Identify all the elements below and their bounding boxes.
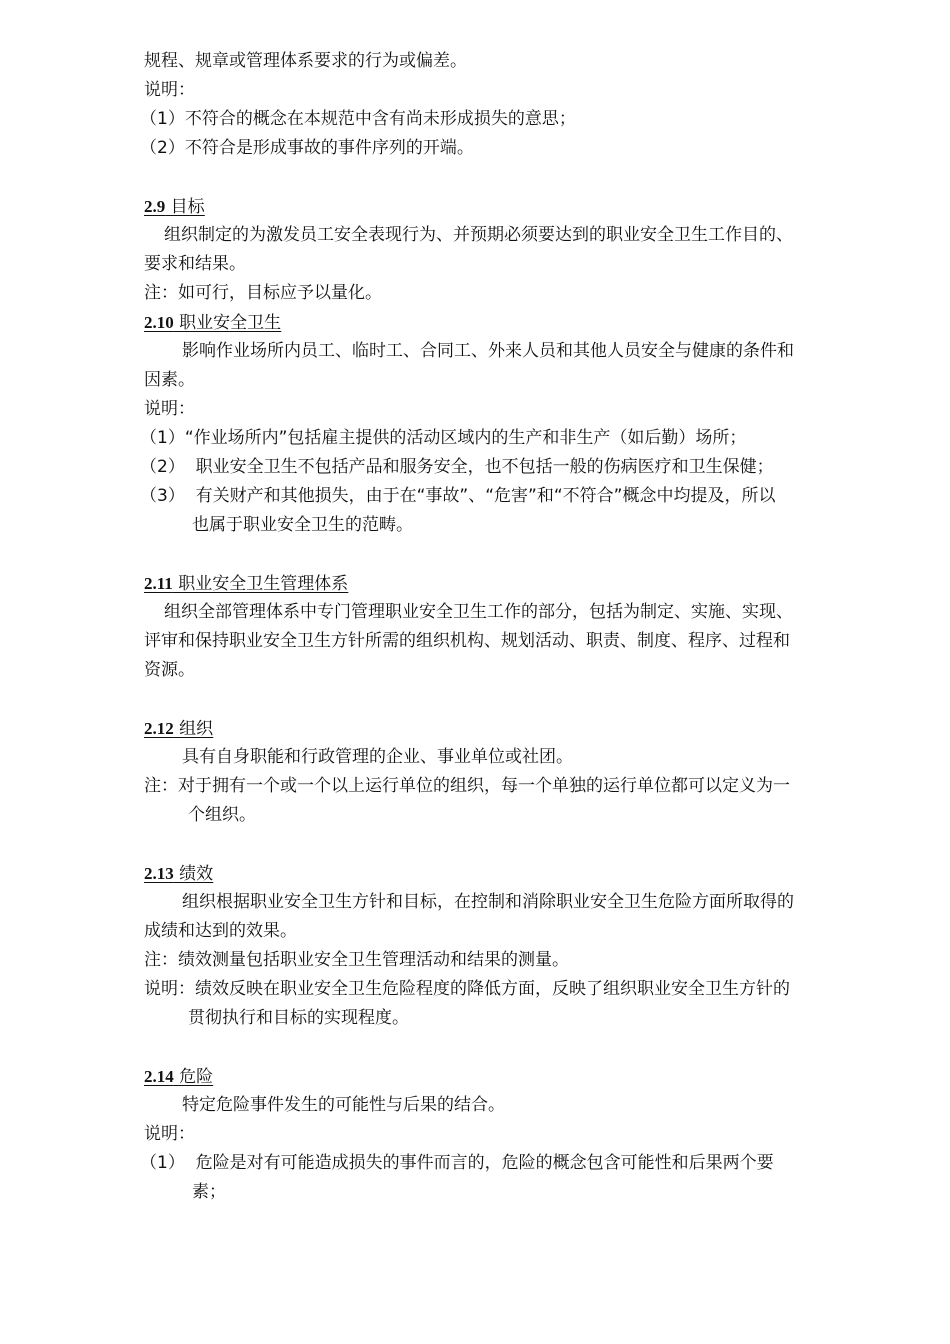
section-heading-2-13 (144, 859, 872, 888)
list-item-continuation: 素； (192, 1182, 226, 1202)
paragraph-line: 具有自身职能和行政管理的企业、事业单位或社团。 (182, 747, 573, 767)
paragraph-line: 影响作业场所内员工、临时工、合同工、外来人员和其他人员安全与健康的条件和 (182, 341, 794, 361)
note-line: 注：绩效测量包括职业安全卫生管理活动和结果的测量。 (144, 950, 569, 970)
list-item: （1） 危险是对有可能造成损失的事件而言的，危险的概念包含可能性和后果两个要 (140, 1153, 774, 1173)
explanation-line: 说明：绩效反映在职业安全卫生危险程度的降低方面，反映了组织职业安全卫生方针的 (144, 979, 790, 999)
paragraph-line: 组织制定的为激发员工安全表现行为、并预期必须要达到的职业安全卫生工作目的、 (164, 225, 793, 245)
document-page (140, 47, 872, 1207)
section-title: 组织 (179, 719, 214, 739)
list-item: （2）不符合是形成事故的事件序列的开端。 (140, 138, 474, 158)
list-item: （1）不符合的概念在本规范中含有尚未形成损失的意思； (140, 109, 576, 129)
paragraph-line: 因素。 (144, 370, 195, 390)
section-heading-2-12 (144, 714, 872, 743)
paragraph-line: 组织根据职业安全卫生方针和目标，在控制和消除职业安全卫生危险方面所取得的 (182, 892, 794, 912)
section-title: 职业安全卫生管理体系 (178, 574, 349, 594)
section-number: 2.9 (144, 197, 166, 216)
paragraph-line: 要求和结果。 (144, 254, 246, 274)
list-item: （3） 有关财产和其他损失，由于在“事故”、“危害”和“不符合”概念中均提及，所以 (140, 486, 776, 506)
section-title: 危险 (179, 1067, 214, 1087)
section-title: 职业安全卫生 (179, 313, 282, 333)
section-heading-2-10 (144, 308, 872, 337)
list-item: （2） 职业安全卫生不包括产品和服务安全，也不包括一般的伤病医疗和卫生保健； (140, 457, 774, 477)
explanation-continuation: 贯彻执行和目标的实现程度。 (188, 1008, 409, 1028)
note-line: 注：对于拥有一个或一个以上运行单位的组织，每一个单独的运行单位都可以定义为一 (144, 776, 790, 796)
paragraph-line: 成绩和达到的效果。 (144, 921, 297, 941)
note-continuation: 个组织。 (188, 805, 256, 825)
explanation-label: 说明： (144, 1124, 195, 1144)
note-line: 注：如可行，目标应予以量化。 (144, 283, 382, 303)
explanation-label: 说明： (144, 399, 195, 419)
section-number: 2.11 (144, 574, 173, 593)
explanation-label: 说明： (144, 80, 195, 100)
section-heading-2-11 (144, 569, 872, 598)
list-item: （1）“作业场所内”包括雇主提供的活动区域内的生产和非生产（如后勤）场所； (140, 428, 747, 448)
section-number: 2.12 (144, 719, 174, 738)
paragraph-line: 资源。 (144, 660, 195, 680)
paragraph-line: 特定危险事件发生的可能性与后果的结合。 (182, 1095, 505, 1115)
section-number: 2.13 (144, 864, 174, 883)
section-number: 2.14 (144, 1067, 174, 1086)
paragraph-line: 评审和保持职业安全卫生方针所需的组织机构、规划活动、职责、制度、程序、过程和 (144, 631, 790, 651)
paragraph-line: 规程、规章或管理体系要求的行为或偏差。 (144, 51, 467, 71)
paragraph-line: 组织全部管理体系中专门管理职业安全卫生工作的部分，包括为制定、实施、实现、 (164, 602, 793, 622)
section-number: 2.10 (144, 313, 174, 332)
section-heading-2-9 (144, 192, 872, 221)
section-heading-2-14 (144, 1062, 872, 1091)
section-title: 绩效 (179, 864, 214, 884)
list-item-continuation: 也属于职业安全卫生的范畴。 (192, 515, 413, 535)
section-title: 目标 (170, 197, 205, 217)
